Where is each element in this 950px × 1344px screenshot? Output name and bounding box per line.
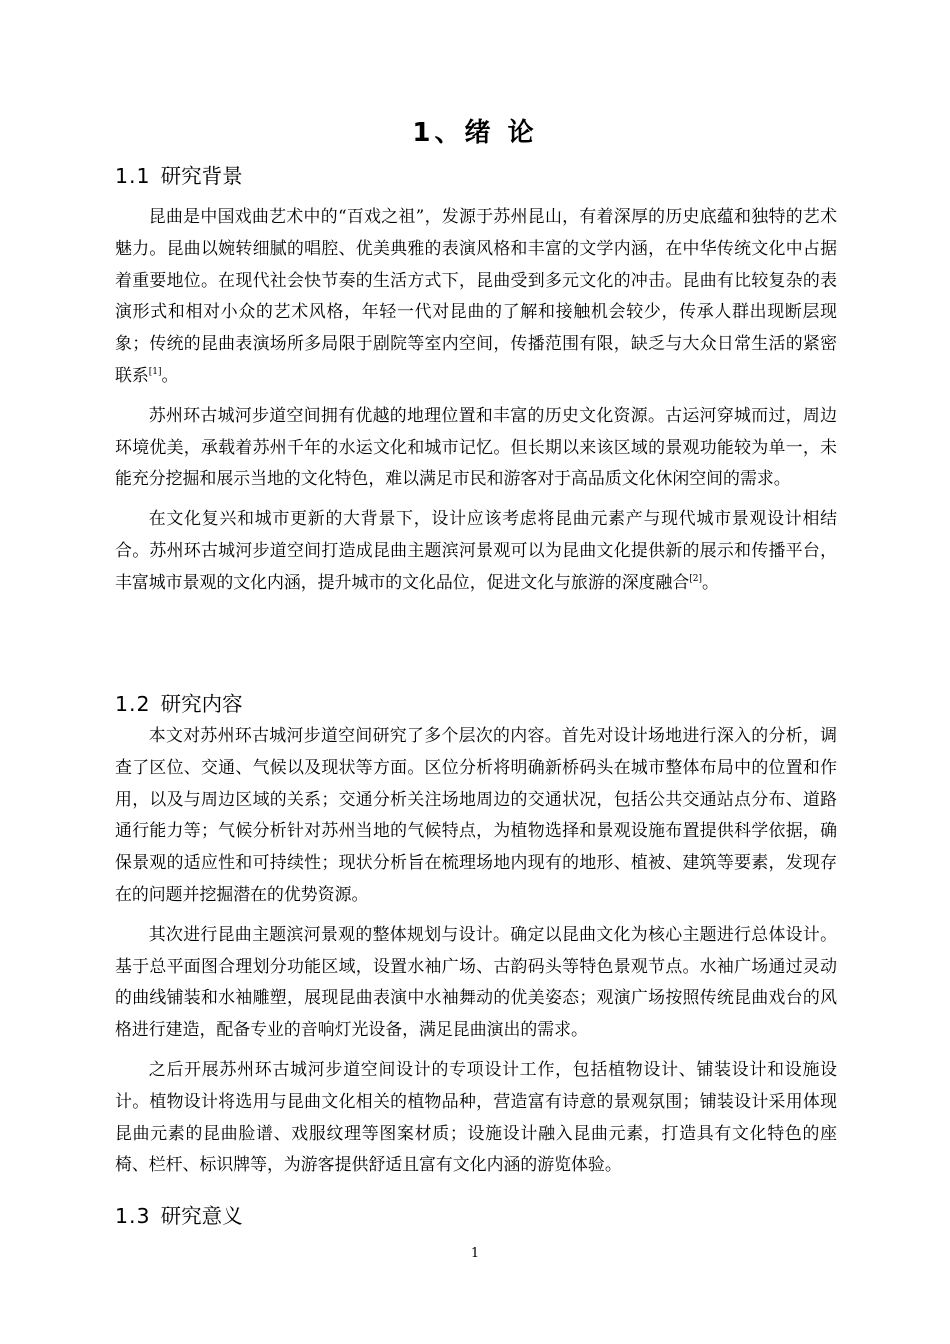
- paragraph: [115, 1054, 837, 1181]
- section-title: 研究意义: [160, 1204, 243, 1228]
- paragraph: [115, 720, 837, 911]
- paragraph-text: 昆曲是中国戏曲艺术中的“百戏之祖”，发源于苏州昆山，有着深厚的历史底蕴和独特的艺术魅力。昆曲以婉转细腻的唱腔、优美典雅的表演风格和丰富的文学内涵，在中华传统文化中占据着重要地位。在现代社会快节奏的生活方式下，昆曲受到多元文化的冲击。昆曲有比较复杂的表演形式和相对小众的艺术风格，年轻一代对昆曲的了解和接触机会较少，传承人群出现断层现象；传统的昆曲表演场所多局限于剧院等室内空间，传播范围有限，缺乏与大众日常生活的紧密联系: [115, 206, 837, 385]
- paragraph-text: 其次进行昆曲主题滨河景观的整体规划与设计。确定以昆曲文化为核心主题进行总体设计。基于总平面图合理划分功能区域，设置水袖广场、古韵码头等特色景观节点。水袖广场通过灵动的曲线铺装和水袖雕塑，展现昆曲表演中水袖舞动的优美姿态；观演广场按照传统昆曲戏台的风格进行建造，配备专业的音响灯光设备，满足昆曲演出的需求。: [115, 923, 837, 1040]
- paragraph: [115, 919, 837, 1046]
- section-1-2: [115, 688, 837, 1181]
- section-number: 1.1: [115, 164, 151, 188]
- page-number: 1: [470, 1246, 480, 1261]
- paragraph-tail: 。: [702, 571, 719, 592]
- section-1-3: [115, 1200, 837, 1232]
- section-title: 研究内容: [160, 692, 243, 716]
- section-heading: [115, 1200, 837, 1232]
- citation: [2]: [689, 573, 703, 584]
- paragraph: [115, 201, 837, 392]
- paragraph-text: 本文对苏州环古城河步道空间研究了多个层次的内容。首先对设计场地进行深入的分析，调查了区位、交通、气候以及现状等方面。区位分析将明确新桥码头在城市整体布局中的位置和作用，以及与周边区域的关系；交通分析关注场地周边的交通状况，包括公共交通站点分布、道路通行能力等；气候分析针对苏州当地的气候特点，为植物选择和景观设施布置提供科学依据，确保景观的适应性和可持续性；现状分析旨在梳理场地内现有的地形、植被、建筑等要素，发现存在的问题并挖掘潜在的优势资源。: [115, 725, 837, 904]
- section-heading: [115, 160, 837, 192]
- paragraph: [115, 503, 837, 598]
- section-1-1: [115, 160, 837, 599]
- section-number: 1.3: [115, 1204, 151, 1228]
- paragraph-text: 在文化复兴和城市更新的大背景下，设计应该考虑将昆曲元素产与现代城市景观设计相结合。苏州环古城河步道空间打造成昆曲主题滨河景观可以为昆曲文化提供新的展示和传播平台，丰富城市景观的文化内涵，提升城市的文化品位，促进文化与旅游的深度融合: [115, 508, 837, 592]
- chapter-title: 1、绪 论: [412, 118, 538, 148]
- section-heading: [115, 688, 837, 720]
- paragraph-tail: 。: [161, 364, 179, 385]
- paragraph-text: 苏州环古城河步道空间拥有优越的地理位置和丰富的历史文化资源。古运河穿城而过，周边环境优美，承载着苏州千年的水运文化和城市记忆。但长期以来该区域的景观功能较为单一，未能充分挖掘和展示当地的文化特色，难以满足市民和游客对于高品质文化休闲空间的需求。: [115, 404, 837, 489]
- paragraph: [115, 400, 837, 495]
- section-title: 研究背景: [160, 164, 243, 188]
- section-number: 1.2: [115, 692, 151, 716]
- paragraph-text: 之后开展苏州环古城河步道空间设计的专项设计工作，包括植物设计、铺装设计和设施设计。植物设计将选用与昆曲文化相关的植物品种，营造富有诗意的景观氛围；铺装设计采用体现昆曲元素的昆曲脸谱、戏服纹理等图案材质；设施设计融入昆曲元素，打造具有文化特色的座椅、栏杆、标识牌等，为游客提供舒适且富有文化内涵的游览体验。: [115, 1058, 837, 1175]
- citation: [1]: [148, 366, 162, 377]
